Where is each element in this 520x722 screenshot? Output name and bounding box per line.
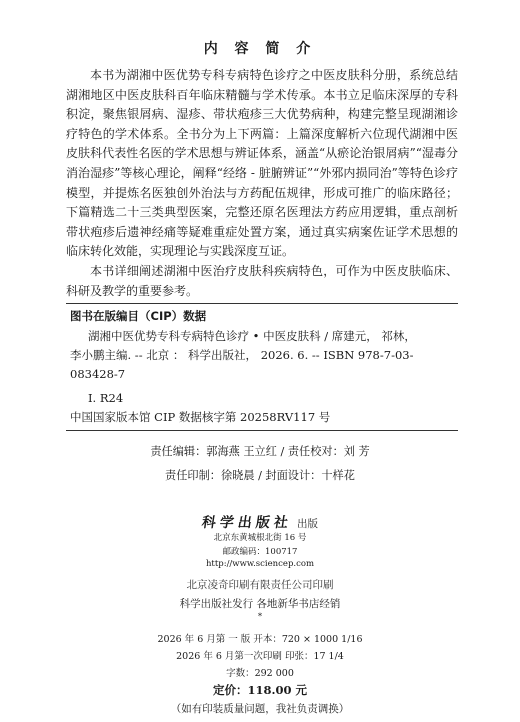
price-value: 118.00 元 [247, 683, 308, 697]
cip-line-3: 083428-7 [70, 367, 126, 381]
content-summary [66, 66, 458, 301]
credits-production: 责任印制：徐晓晨 / 封面设计：十样花 [165, 469, 355, 482]
publisher-line [0, 512, 520, 532]
printing-line: 2026 年 6 月第一次印刷 印张：17 1/4 [176, 651, 344, 662]
credits-editors: 责任编辑：郭海燕 王立红 / 责任校对：刘 芳 [150, 445, 370, 458]
publisher-logo: 科学出版社 [200, 515, 293, 531]
cip-registry: 中国国家版本馆 CIP 数据核字第 20258RV117 号 [70, 410, 331, 424]
cip-line-1: 湖湘中医优势专科专病特色诊疗 • 中医皮肤科 / 席建元， 祁林， [88, 329, 416, 343]
separator-star: * [257, 612, 263, 622]
printer-line: 北京凌奇印刷有限责任公司印刷 [186, 579, 334, 591]
edition-line: 2026 年 6 月第 一 版 开本：720 × 1000 1/16 [157, 634, 363, 645]
cip-line-2: 李小鹏主编. -- 北京 ： 科学出版社， 2026. 6. -- ISBN 978-7-03- [70, 348, 414, 362]
cip-bottom-divider [66, 430, 458, 431]
publisher-website: http://www.sciencep.com [205, 559, 315, 569]
summary-paragraph-1: 本书为湖湘中医优势专科专病特色诊疗之中医皮肤科分册，系统总结湖湘地区中医皮肤科百年临床精髓与学术传承。本书立足临床深厚的专科积淀，聚焦银屑病、湿疹、带状疱疹三大优势病种，构建完整呈现湖湘诊疗特色的学术体系。全书分为上下两篇：上篇深度解析六位现代湖湘中医皮肤科代表性名医的学术思想与辨证体系，涵盖“从瘀论治银屑病”“湿毒分消治湿疹”等核心理论，阐释“经络 - 脏腑辨证”“外邪内损同治”等特色诊疗模型，并提炼名医独创外治法与方药配伍规律，形成可推广的临床路径；下篇精选二十三类典型医案，完整还原名医理法方药应用逻辑，重点剖析带状疱疹后遗神经痛等疑难重症处置方案，通过真实病案佐证学术思想的临床转化效能，实现理论与实践深度互证。 [66, 68, 458, 259]
cip-top-divider [66, 303, 458, 304]
price-label: 定价： [212, 683, 248, 697]
word-count: 字数：292 000 [226, 668, 294, 679]
publisher-suffix: 出版 [297, 518, 319, 530]
distribution-line: 科学出版社发行 各地新华书店经销 [179, 598, 341, 610]
quality-notice: （如有印装质量问题，我社负责调换） [170, 703, 350, 715]
cip-title: 图书在版编目（CIP）数据 [70, 309, 207, 323]
price-line [0, 682, 520, 698]
summary-paragraph-2: 本书详细阐述湖湘中医治疗皮肤科疾病特色，可作为中医皮肤临床、科研及教学的重要参考。 [66, 263, 458, 298]
publisher-postcode: 邮政编码：100717 [222, 547, 298, 557]
page-title: 内 容 简 介 [203, 41, 317, 57]
cip-classification: Ⅰ. R24 [88, 391, 124, 405]
publisher-address: 北京东黄城根北街 16 号 [213, 533, 307, 543]
